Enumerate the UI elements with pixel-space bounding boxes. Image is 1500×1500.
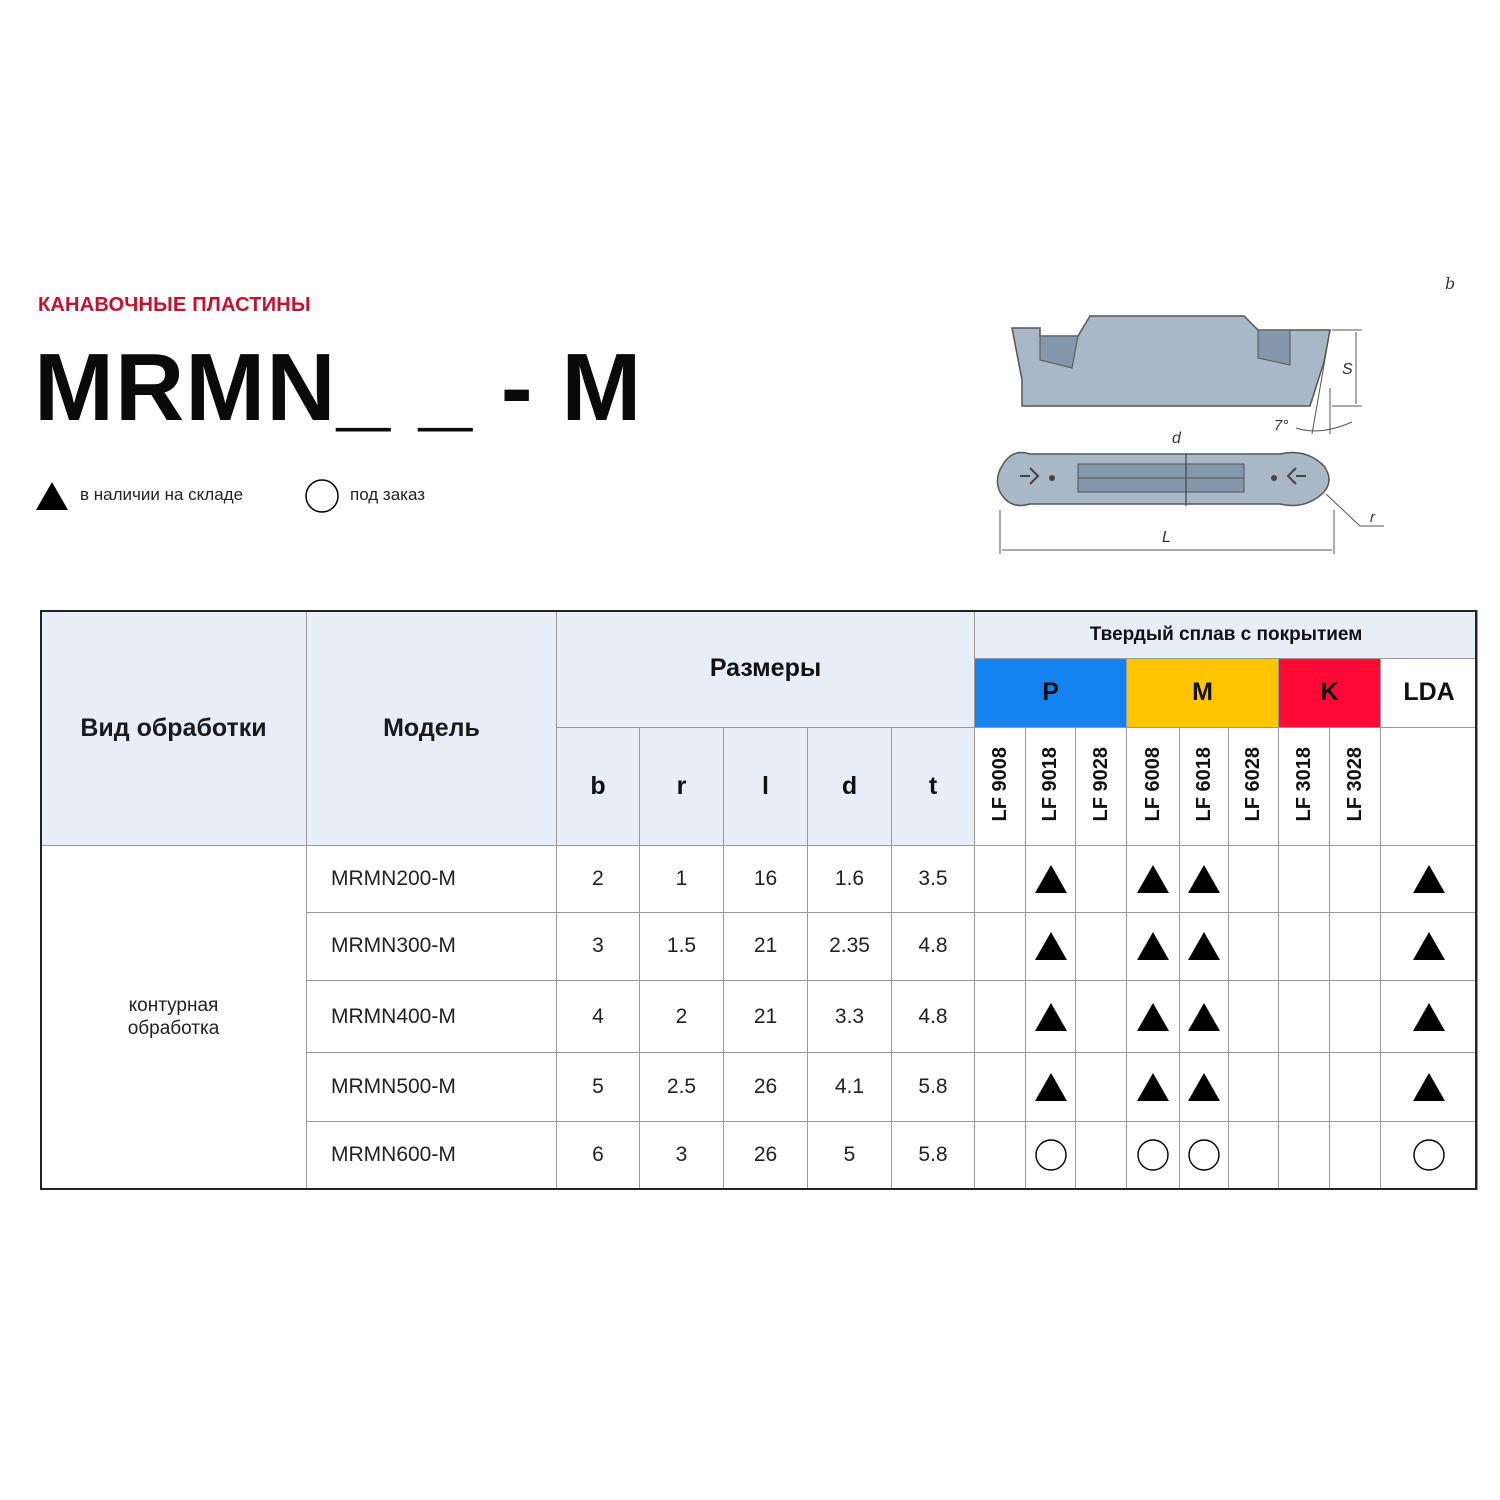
dim-header-l: l [724,727,808,846]
grade-header [1127,727,1180,846]
legend-in-stock-label: в наличии на складе [80,485,244,504]
in-stock-triangle-icon [1186,930,1222,962]
grade-label: LF 6008 [1141,746,1164,822]
dim-cell-l: 26 [724,1121,808,1189]
availability-cell [1381,1053,1478,1121]
dim-cell-r: 2.5 [640,1053,724,1121]
on-order-circle-icon [1186,1139,1222,1171]
dim-cell-l: 16 [724,846,808,912]
dim-cell-b: 6 [557,1121,640,1189]
availability-cell [975,912,1026,980]
availability-cell [1180,980,1229,1052]
availability-cell [1026,846,1076,912]
grade-header [1180,727,1229,846]
in-stock-triangle-icon [1411,1071,1447,1103]
availability-cell [1279,1053,1330,1121]
availability-cell [1076,912,1127,980]
availability-cell [1180,1121,1229,1189]
in-stock-triangle-icon [1135,930,1171,962]
dim-cell-l: 26 [724,1053,808,1121]
dim-header-r: r [640,727,724,846]
availability-cell [1381,1121,1478,1189]
header-model: Модель [307,611,557,846]
availability-cell [1279,912,1330,980]
availability-cell [1229,846,1279,912]
model-cell: MRMN600-M [307,1121,557,1189]
on-order-circle-icon [1411,1139,1447,1171]
availability-cell [1127,1053,1180,1121]
dim-cell-t: 3.5 [892,846,975,912]
dim-cell-l: 21 [724,980,808,1052]
dim-cell-t: 4.8 [892,912,975,980]
page-title: MRMN_ _ - M [34,334,643,441]
grade-header [1279,727,1330,846]
dim-cell-b: 4 [557,980,640,1052]
legend-on-order-label: под заказ [350,485,426,504]
availability-cell [1381,912,1478,980]
availability-cell [1026,1053,1076,1121]
in-stock-triangle-icon [1135,1071,1171,1103]
in-stock-triangle-icon [1411,1001,1447,1033]
availability-cell [1330,980,1381,1052]
availability-cell [1127,846,1180,912]
in-stock-triangle-icon [1033,1001,1069,1033]
insert-side-view [1012,316,1330,406]
availability-cell [1229,1053,1279,1121]
availability-cell [1026,980,1076,1052]
grade-label: LF 9028 [1089,746,1112,822]
header-carbide: Твердый сплав с покрытием [975,611,1478,659]
dim-cell-d: 3.3 [808,980,892,1052]
dim-b-label: b [1445,274,1456,293]
insert-top-view [997,453,1329,506]
on-order-circle-icon [1033,1139,1069,1171]
in-stock-triangle-icon [1033,1071,1069,1103]
triangle-icon [34,480,70,512]
dim-cell-t: 5.8 [892,1053,975,1121]
model-cell: MRMN200-M [307,846,557,912]
availability-cell [975,1121,1026,1189]
availability-cell [1279,1121,1330,1189]
dim-header-d: d [808,727,892,846]
availability-cell [1330,912,1381,980]
availability-cell [1076,1121,1127,1189]
availability-cell [1026,1121,1076,1189]
dim-header-t: t [892,727,975,846]
group-k: K [1279,659,1381,727]
grade-label: LF 3028 [1343,746,1366,822]
availability-cell [975,1053,1026,1121]
dim-cell-d: 1.6 [808,846,892,912]
availability-cell [1229,912,1279,980]
circle-icon [304,478,340,514]
model-cell: MRMN500-M [307,1053,557,1121]
availability-cell [1076,1053,1127,1121]
availability-cell [1330,846,1381,912]
availability-cell [975,846,1026,912]
availability-cell [1279,980,1330,1052]
grade-label: LF 6028 [1242,746,1265,822]
dim-cell-d: 5 [808,1121,892,1189]
insert-drawing [990,270,1410,570]
availability-cell [1229,1121,1279,1189]
availability-cell [1229,980,1279,1052]
grade-header [1229,727,1279,846]
grade-label: LF 3018 [1292,746,1315,822]
in-stock-triangle-icon [1135,1001,1171,1033]
dim-header-b: b [557,727,640,846]
group-m: M [1127,659,1279,727]
header-process: Вид обработки [41,611,307,846]
availability-cell [1279,846,1330,912]
in-stock-triangle-icon [1135,863,1171,895]
group-lda: LDA [1381,659,1478,727]
grade-header [1026,727,1076,846]
table-row [41,846,1478,912]
dim-cell-r: 1 [640,846,724,912]
availability-cell [1127,912,1180,980]
in-stock-triangle-icon [1186,1001,1222,1033]
availability-cell [1330,1121,1381,1189]
availability-cell [1026,912,1076,980]
availability-cell [1180,912,1229,980]
availability-cell [1330,1053,1381,1121]
in-stock-triangle-icon [1033,863,1069,895]
grade-header [1076,727,1127,846]
header-dimensions: Размеры [557,611,975,728]
page-subtitle: КАНАВОЧНЫЕ ПЛАСТИНЫ [38,294,311,316]
dim-cell-t: 5.8 [892,1121,975,1189]
dim-s-label: S [1342,361,1353,378]
model-cell: MRMN300-M [307,912,557,980]
availability-cell [1381,980,1478,1052]
availability-cell [1180,846,1229,912]
group-p: P [975,659,1127,727]
in-stock-triangle-icon [1411,930,1447,962]
grade-label: LF 9008 [988,746,1011,822]
availability-cell [975,980,1026,1052]
dim-l-label: L [1162,529,1171,546]
dim-d-label: d [1172,430,1181,447]
model-cell: MRMN400-M [307,980,557,1052]
dim-r-label: r [1370,509,1375,526]
insert-table [40,610,1478,1190]
dim-cell-r: 2 [640,980,724,1052]
grade-header [1330,727,1381,846]
grade-header-lda [1381,727,1478,846]
availability-cell [1076,846,1127,912]
dim-cell-b: 2 [557,846,640,912]
on-order-circle-icon [1135,1139,1171,1171]
dim-cell-r: 1.5 [640,912,724,980]
in-stock-triangle-icon [1411,863,1447,895]
dim-cell-t: 4.8 [892,980,975,1052]
dim-cell-d: 2.35 [808,912,892,980]
in-stock-triangle-icon [1186,1071,1222,1103]
dim-angle-label: 7° [1274,417,1289,434]
in-stock-triangle-icon [1186,863,1222,895]
dim-cell-d: 4.1 [808,1053,892,1121]
process-cell: контурная обработка [41,846,307,1190]
availability-cell [1180,1053,1229,1121]
in-stock-triangle-icon [1033,930,1069,962]
dim-cell-b: 5 [557,1053,640,1121]
grade-header [975,727,1026,846]
dim-cell-b: 3 [557,912,640,980]
availability-cell [1381,846,1478,912]
availability-cell [1076,980,1127,1052]
grade-label: LF 6018 [1192,746,1215,822]
dim-cell-l: 21 [724,912,808,980]
availability-cell [1127,980,1180,1052]
availability-cell [1127,1121,1180,1189]
dim-cell-r: 3 [640,1121,724,1189]
grade-label: LF 9018 [1039,746,1062,822]
